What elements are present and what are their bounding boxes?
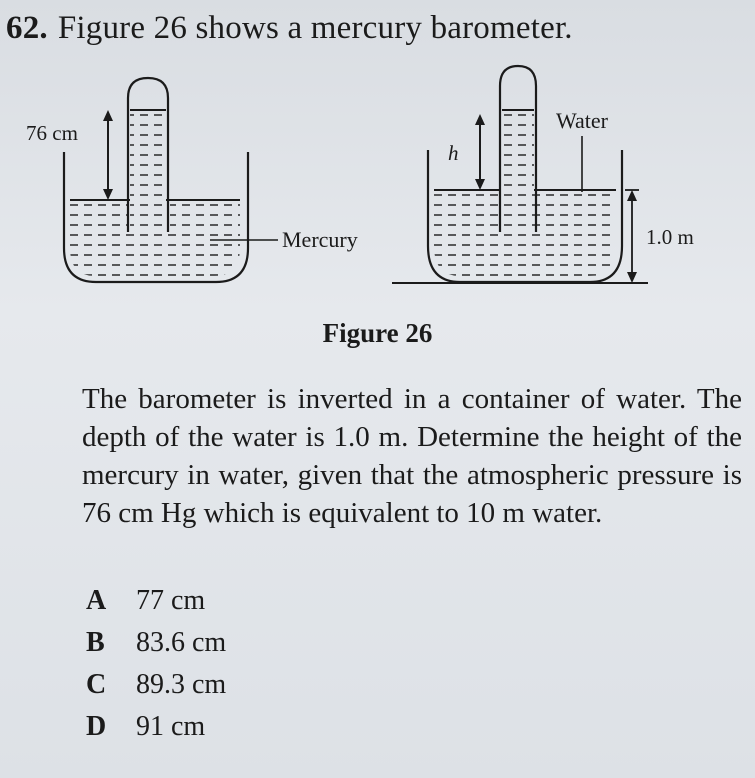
question-title: Figure 26 shows a mercury barometer.	[57, 10, 573, 46]
option-b[interactable]	[86, 622, 226, 664]
right-tube-mercury	[502, 110, 534, 230]
figure-caption: Figure 26	[322, 318, 433, 348]
answer-options	[86, 580, 226, 748]
right-barometer	[392, 66, 694, 283]
option-letter: C	[86, 669, 107, 700]
option-d[interactable]	[86, 706, 226, 748]
mercury-label: Mercury	[282, 227, 358, 252]
option-text: 83.6 cm	[136, 627, 227, 658]
option-letter: B	[86, 627, 105, 658]
option-letter: D	[86, 711, 107, 742]
option-text: 89.3 cm	[136, 669, 227, 700]
left-tube-mercury	[130, 110, 166, 230]
water-label: Water	[556, 108, 608, 133]
question-body: The barometer is inverted in a container of water. The depth of the water is 1.0 m. Determine the height of the mercury in water, given that the atmospheric pressure is 76 cm Hg which is equivalent to 10 m water.	[82, 383, 742, 529]
left-barometer	[26, 78, 358, 282]
option-text: 91 cm	[136, 711, 206, 742]
depth-label: 1.0 m	[646, 225, 694, 249]
left-height-label: 76 cm	[26, 121, 78, 145]
barometer-figure	[0, 60, 755, 300]
question-number: 62.	[6, 10, 48, 46]
option-letter: A	[86, 585, 107, 616]
option-a[interactable]	[86, 580, 226, 622]
option-c[interactable]	[86, 664, 226, 706]
h-label: h	[448, 141, 459, 165]
question-heading	[6, 10, 573, 46]
option-text: 77 cm	[136, 585, 206, 616]
